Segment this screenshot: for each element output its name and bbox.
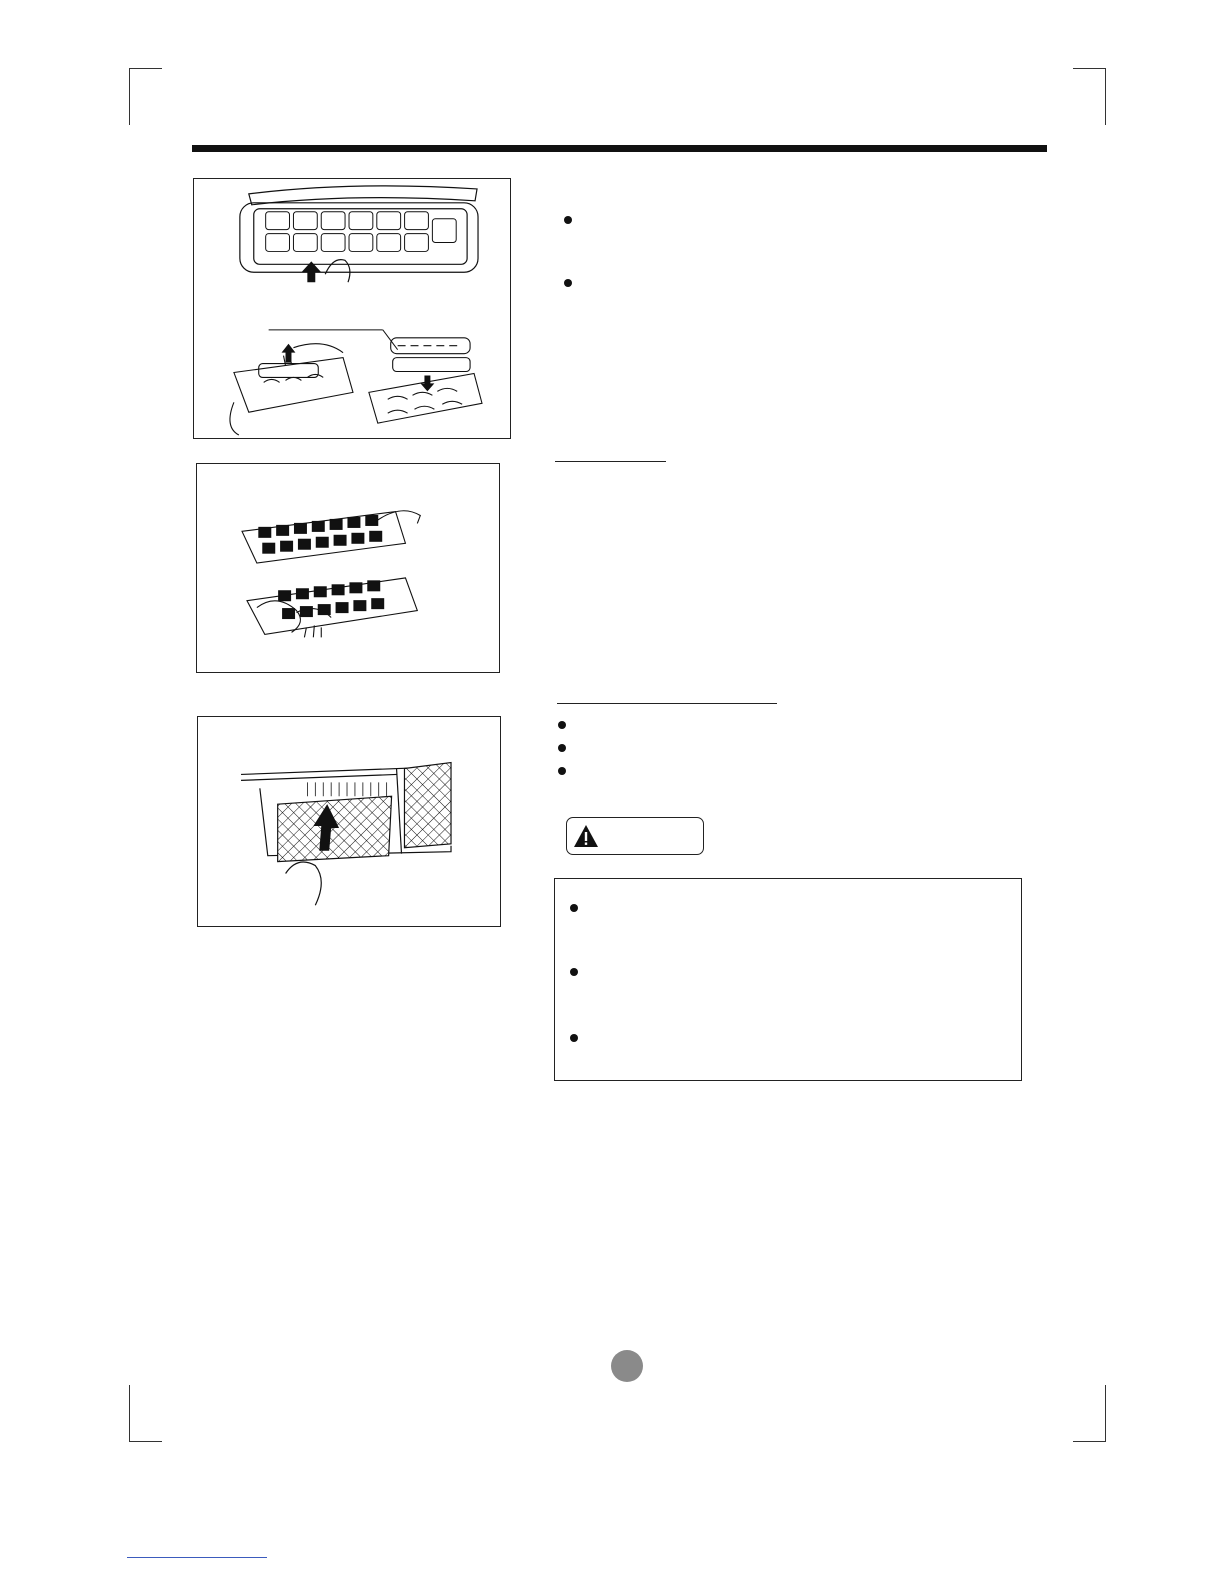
filter-insertion-illustration-icon — [198, 717, 500, 926]
notice-bullet — [570, 968, 578, 976]
list-bullet — [558, 767, 566, 775]
section-heading-underline — [555, 461, 666, 462]
caution-label — [566, 817, 704, 855]
crop-mark-bottom-left — [129, 1385, 162, 1442]
list-bullet — [558, 744, 566, 752]
step-bullet — [564, 216, 572, 224]
caution-notice-box — [554, 878, 1022, 1081]
filter-cleaning-figure — [196, 463, 500, 673]
filter-removal-figure — [193, 178, 511, 439]
warning-triangle-icon — [573, 824, 599, 848]
notice-bullet — [570, 904, 578, 912]
crop-mark-top-right — [1073, 68, 1106, 125]
header-rule — [192, 145, 1047, 152]
section-heading-underline — [557, 703, 777, 704]
crop-mark-bottom-right — [1073, 1385, 1106, 1442]
page-number-badge — [611, 1350, 643, 1382]
footer-link[interactable] — [127, 1557, 267, 1558]
air-filter-removal-illustration-icon — [194, 179, 510, 438]
step-bullet — [564, 279, 572, 287]
notice-bullet — [570, 1034, 578, 1042]
filter-reinsertion-figure — [197, 716, 501, 927]
crop-mark-top-left — [129, 68, 162, 125]
filter-washing-illustration-icon — [197, 464, 499, 672]
list-bullet — [558, 721, 566, 729]
